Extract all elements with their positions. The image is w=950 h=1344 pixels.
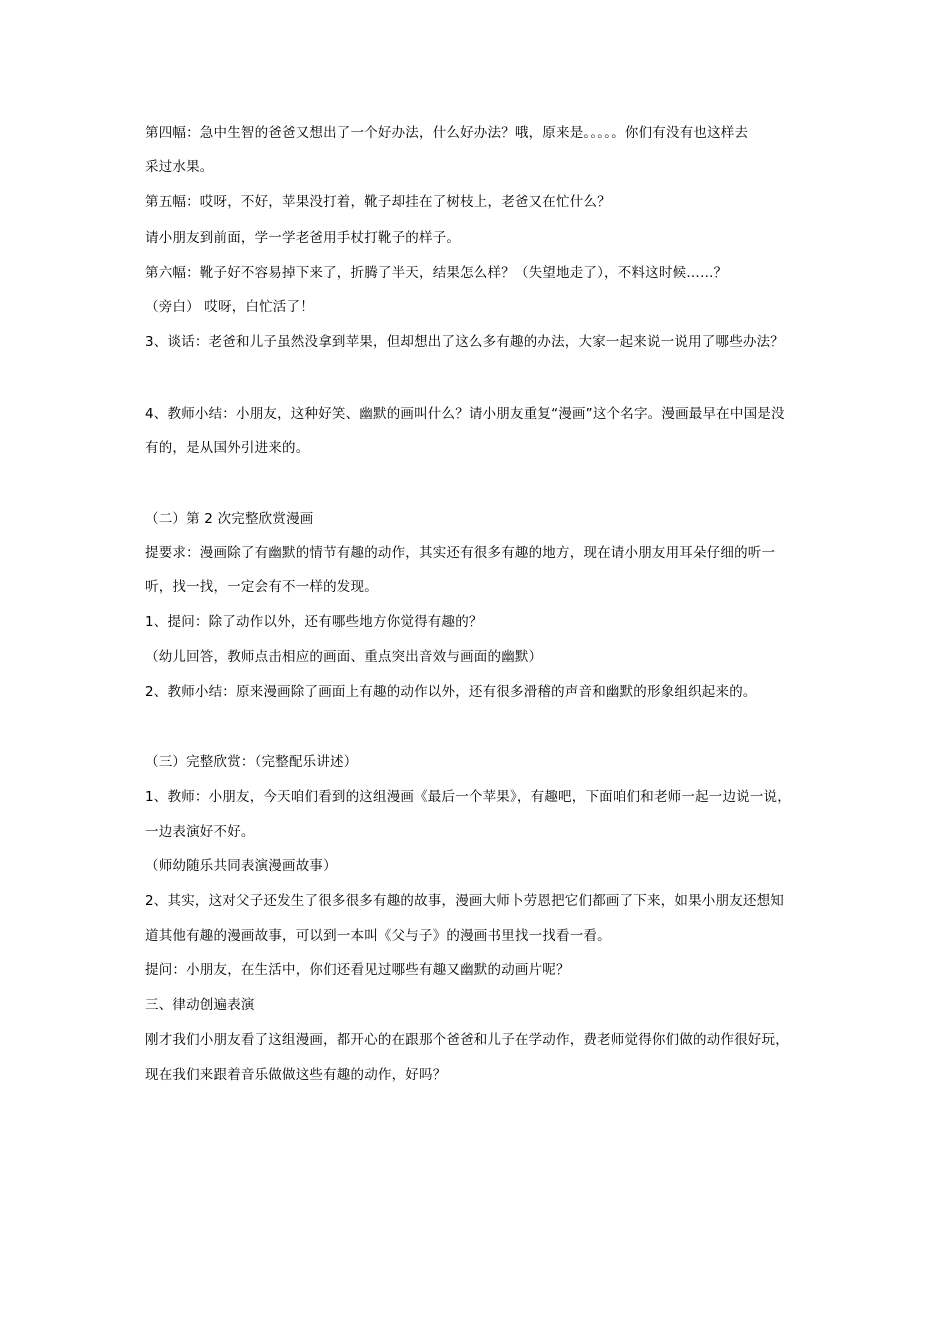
paragraph-line: 有的，是从国外引进来的。 [145,440,310,456]
paragraph-line: 1、提问：除了动作以外，还有哪些地方你觉得有趣的？ [145,614,483,630]
paragraph-line: 刚才我们小朋友看了这组漫画，都开心的在跟那个爸爸和儿子在学动作，费老师觉得你们做的动作很好玩， [145,1032,789,1048]
paragraph-line: 第六幅：靴子好不容易掉下来了，折腾了半天，结果怎么样？（失望地走了），不料这时候……？ [145,265,728,281]
paragraph-line: 提问：小朋友，在生活中，你们还看见过哪些有趣又幽默的动画片呢？ [145,962,570,978]
paragraph-line: （师幼随乐共同表演漫画故事） [145,858,337,874]
paragraph-line: 2、其实，这对父子还发生了很多很多有趣的故事，漫画大师卜劳恩把它们都画了下来，如果小朋友还想知 [145,893,784,909]
paragraph-line: （幼儿回答，教师点击相应的画面、重点突出音效与画面的幽默） [145,649,543,665]
paragraph-line: 提要求：漫画除了有幽默的情节有趣的动作，其实还有很多有趣的地方，现在请小朋友用耳朵仔细的听一 [145,545,776,561]
paragraph-line: 道其他有趣的漫画故事，可以到一本叫《父与子》的漫画书里找一找看一看。 [145,928,611,944]
paragraph-line: 3、谈话：老爸和儿子虽然没拿到苹果，但却想出了这么多有趣的办法，大家一起来说一说用了哪些办法？ [145,334,784,350]
section-heading: （三）完整欣赏：（完整配乐讲述） [145,754,358,770]
paragraph-line: 一边表演好不好。 [145,824,255,840]
paragraph-line: 1、教师：小朋友，今天咱们看到的这组漫画《最后一个苹果》，有趣吧，下面咱们和老师一起一边说一说， [145,789,791,805]
paragraph-line: （旁白） 哎呀，白忙活了！ [145,299,314,315]
paragraph-line: 第四幅：急中生智的爸爸又想出了一个好办法，什么好办法？哦，原来是。。。。。你们有没有也这样去 [145,125,749,141]
paragraph-line: 2、教师小结：原来漫画除了画面上有趣的动作以外，还有很多滑稽的声音和幽默的形象组织起来的。 [145,684,757,700]
paragraph-line: 请小朋友到前面，学一学老爸用手杖打靴子的样子。 [145,230,461,246]
section-heading: 三、律动创遍表演 [145,997,255,1013]
paragraph-line: 采过水果。 [145,159,214,175]
paragraph-line: 4、教师小结：小朋友，这种好笑、幽默的画叫什么？请小朋友重复“漫画”这个名字。漫画最早在中国是没 [145,406,785,422]
paragraph-line: 现在我们来跟着音乐做做这些有趣的动作，好吗？ [145,1067,447,1083]
paragraph-line: 听，找一找，一定会有不一样的发现。 [145,579,378,595]
paragraph-line: 第五幅：哎呀，不好，苹果没打着，靴子却挂在了树枝上，老爸又在忙什么？ [145,194,611,210]
section-heading: （二）第 2 次完整欣赏漫画 [145,511,314,527]
